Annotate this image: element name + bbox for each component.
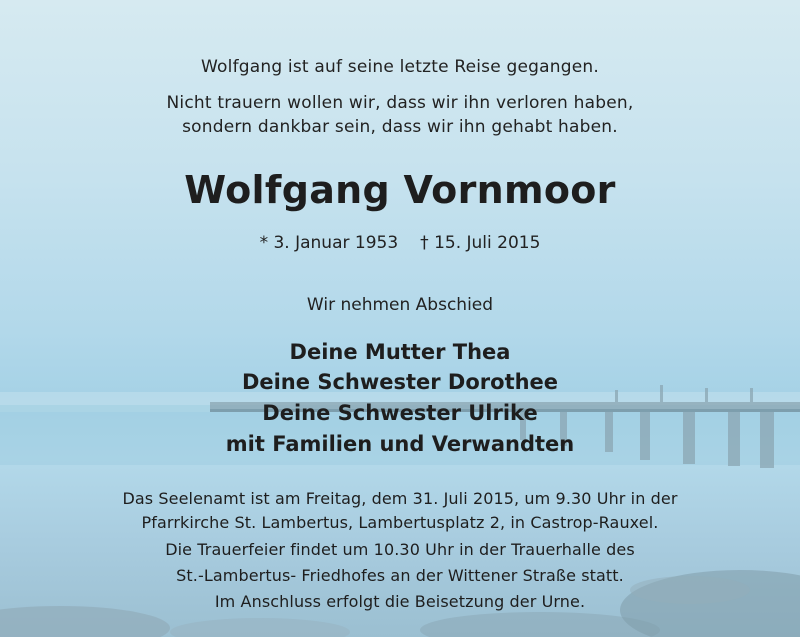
service-info-line-2: Pfarrkirche St. Lambertus, Lambertusplatz 2, in Castrop-Rauxel. (141, 513, 659, 532)
service-info-line-3: Die Trauerfeier findet um 10.30 Uhr in der Trauerhalle des (165, 540, 635, 559)
death-date: † 15. Juli 2015 (420, 233, 541, 253)
birth-date: * 3. Januar 1953 (259, 233, 399, 253)
verse-line-2: Nicht trauern wollen wir, dass wir ihn verloren haben, (166, 93, 634, 113)
mourner-line-3: Deine Schwester Ulrike (262, 401, 538, 425)
mourner-line-2: Deine Schwester Dorothee (241, 370, 559, 394)
verse-line-1: Wolfgang ist auf seine letzte Reise gegangen. (201, 57, 599, 77)
farewell-line: Wir nehmen Abschied (306, 295, 494, 315)
deceased-name: Wolfgang Vornmoor (184, 168, 616, 212)
service-info-line-1: Das Seelenamt ist am Freitag, dem 31. Juli 2015, um 9.30 Uhr in der (122, 489, 678, 508)
mourner-line-1: Deine Mutter Thea (289, 340, 511, 364)
service-info-line-4: St.-Lambertus- Friedhofes an der Wittener Straße statt. (176, 566, 624, 585)
mourner-line-4: mit Familien und Verwandten (225, 432, 575, 456)
verse-line-3: sondern dankbar sein, dass wir ihn gehabt haben. (182, 117, 618, 137)
life-dates (0, 233, 800, 253)
service-info-line-5: Im Anschluss erfolgt die Beisetzung der Urne. (214, 592, 586, 611)
